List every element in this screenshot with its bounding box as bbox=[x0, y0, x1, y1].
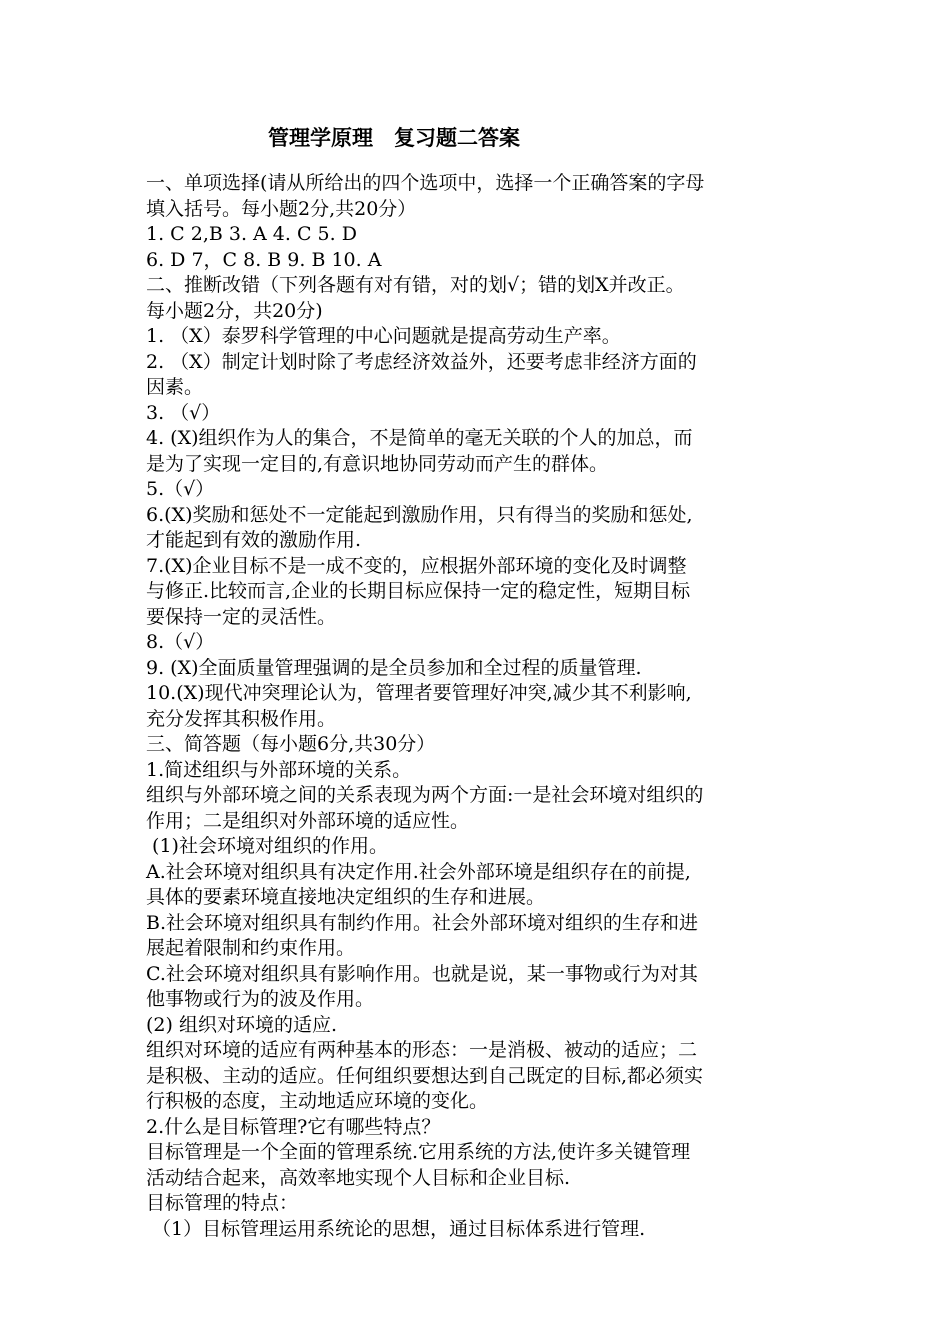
text-line: 10.(X)现代冲突理论认为，管理者要管理好冲突,减少其不利影响, bbox=[146, 682, 692, 704]
text-line: (1)社会环境对组织的作用。 bbox=[146, 835, 388, 857]
text-line: 他事物或行为的波及作用。 bbox=[146, 988, 375, 1010]
text-line: 8.（√） bbox=[146, 631, 215, 653]
text-line: A.社会环境对组织具有决定作用.社会外部环境是组织存在的前提, bbox=[146, 860, 691, 883]
text-line: 6. D 7，C 8. B 9. B 10. A bbox=[146, 248, 382, 271]
text-line: 3. （√） bbox=[146, 401, 221, 424]
text-line: 要保持一定的灵活性。 bbox=[146, 605, 337, 628]
text-line: 1. （X）泰罗科学管理的中心问题就是提高劳动生产率。 bbox=[146, 325, 621, 347]
document-body bbox=[146, 171, 811, 1242]
text-line: 9. (X)全面质量管理强调的是全员参加和全过程的质量管理. bbox=[146, 656, 642, 679]
text-line: 才能起到有效的激励作用. bbox=[146, 529, 362, 551]
text-line: 三、简答题（每小题6分,共30分） bbox=[146, 733, 436, 755]
text-line: 每小题2分，共20分) bbox=[146, 299, 323, 322]
text-line: 展起着限制和约束作用。 bbox=[146, 937, 356, 959]
text-line: 充分发挥其积极作用。 bbox=[146, 707, 337, 730]
text-line: 2.什么是目标管理?它有哪些特点？ bbox=[146, 1115, 441, 1138]
text-line: 因素。 bbox=[146, 376, 204, 398]
text-line: 与修正.比较而言,企业的长期目标应保持一定的稳定性，短期目标 bbox=[146, 580, 691, 602]
text-line: 二、推断改错（下列各题有对有错，对的划√；错的划X并改正。 bbox=[146, 274, 685, 296]
text-line: 是积极、主动的适应。任何组织要想达到自己既定的目标,都必须实 bbox=[146, 1064, 704, 1087]
text-line: 填入括号。每小题2分,共20分） bbox=[146, 197, 417, 220]
text-line: 具体的要素环境直接地决定组织的生存和进展。 bbox=[146, 886, 546, 908]
text-line: 是为了实现一定目的,有意识地协同劳动而产生的群体。 bbox=[146, 452, 609, 475]
text-line: 4. (X)组织作为人的集合，不是简单的毫无关联的个人的加总，而 bbox=[146, 427, 693, 449]
text-line: （1）目标管理运用系统论的思想，通过目标体系进行管理. bbox=[146, 1217, 646, 1240]
text-line: C.社会环境对组织具有影响作用。也就是说，某一事物或行为对其 bbox=[146, 962, 698, 985]
text-line: 活动结合起来，高效率地实现个人目标和企业目标. bbox=[146, 1166, 571, 1189]
text-line: (2) 组织对环境的适应. bbox=[146, 1013, 337, 1036]
text-line: 一、单项选择(请从所给出的四个选项中，选择一个正确答案的字母 bbox=[146, 172, 705, 194]
text-line: 行积极的态度，主动地适应环境的变化。 bbox=[146, 1090, 489, 1112]
text-line: 组织与外部环境之间的关系表现为两个方面:一是社会环境对组织的 bbox=[146, 784, 704, 806]
text-line: B.社会环境对组织具有制约作用。社会外部环境对组织的生存和进 bbox=[146, 911, 699, 934]
text-line: 目标管理是一个全面的管理系统.它用系统的方法,使许多关键管理 bbox=[146, 1141, 691, 1163]
text-line: 作用；二是组织对外部环境的适应性。 bbox=[146, 809, 470, 832]
page-title: 管理学原理 复习题二答案 bbox=[268, 125, 520, 150]
text-line: 5.（√） bbox=[146, 478, 215, 500]
text-line: 7.(X)企业目标不是一成不变的，应根据外部环境的变化及时调整 bbox=[146, 554, 687, 577]
text-line: 6.(X)奖励和惩处不一定能起到激励作用，只有得当的奖励和惩处, bbox=[146, 503, 693, 526]
text-line: 1.简述组织与外部环境的关系。 bbox=[146, 758, 412, 781]
text-line: 组织对环境的适应有两种基本的形态：一是消极、被动的适应；二 bbox=[146, 1039, 698, 1061]
text-line: 2. （X）制定计划时除了考虑经济效益外，还要考虑非经济方面的 bbox=[146, 350, 697, 373]
text-line: 目标管理的特点： bbox=[146, 1192, 299, 1214]
text-line: 1. C 2,B 3. A 4. C 5. D bbox=[146, 223, 357, 245]
